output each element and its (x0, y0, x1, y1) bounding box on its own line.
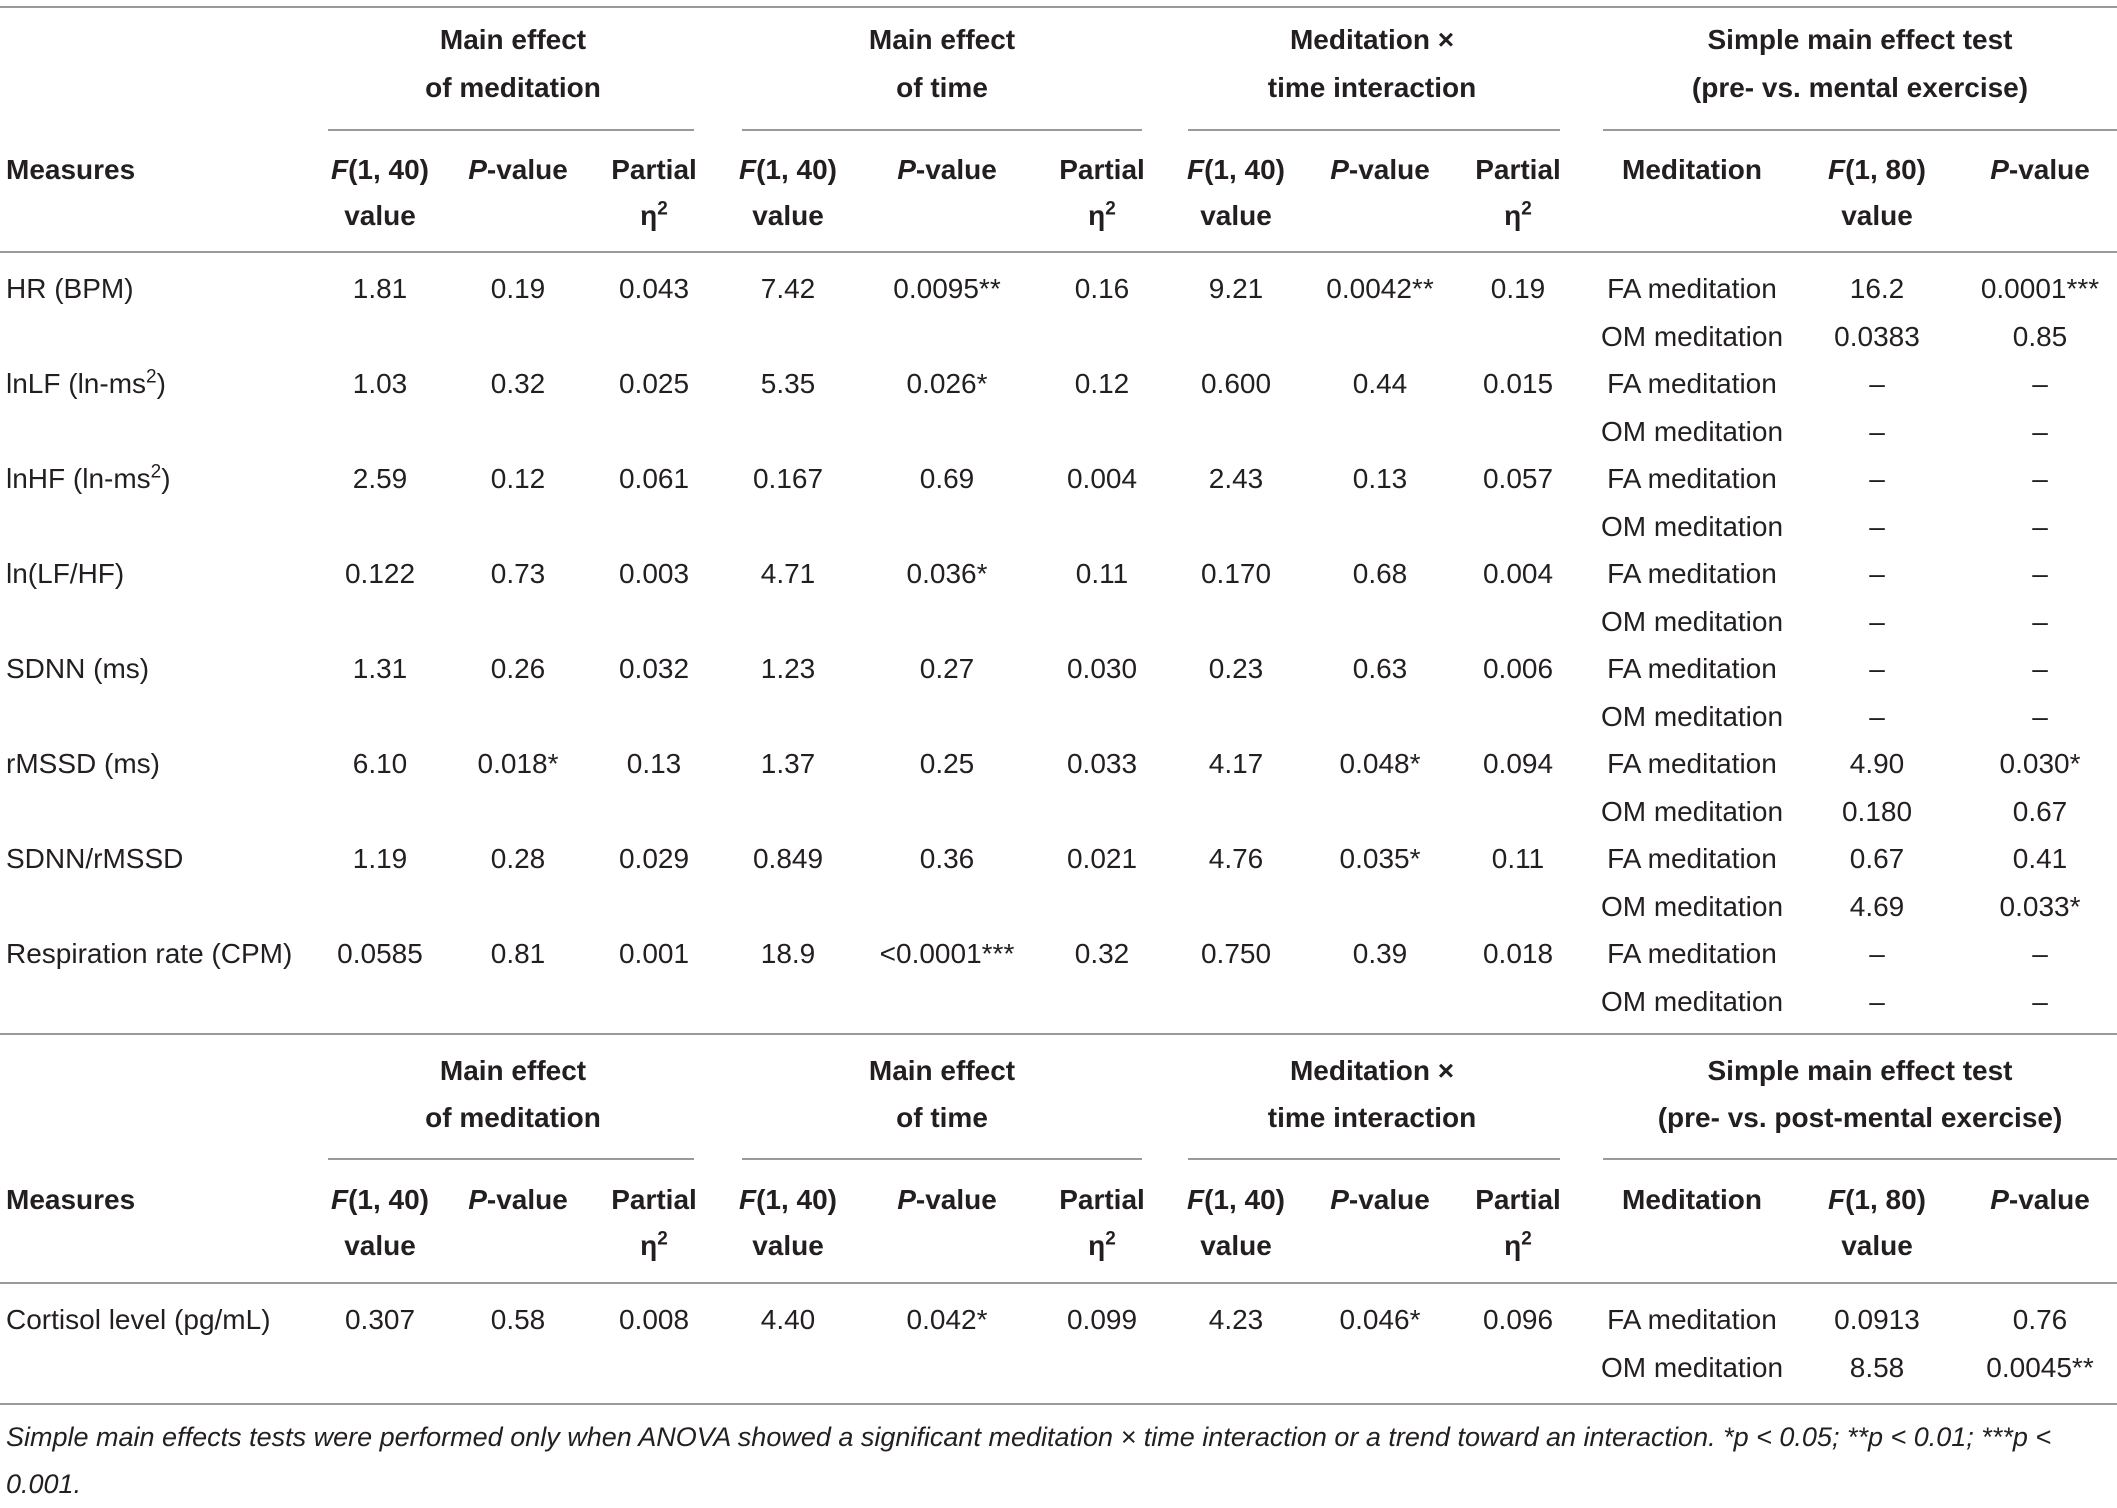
column-header-value: value (1200, 1230, 1272, 1261)
section-top-rule (0, 1033, 2117, 1035)
degrees-of-freedom: (1, 40) (756, 1184, 838, 1215)
stat-cell: 0.122 (344, 558, 416, 589)
stat-cell: 0.008 (618, 1304, 690, 1335)
stat-cell: 0.12 (490, 463, 546, 494)
simple-effect-cell: 0.67 (2012, 795, 2068, 827)
meditation-type-om: OM meditation (1600, 700, 1784, 732)
group-header-line1: Main effect (439, 1055, 587, 1086)
group-header-line1: Main effect (868, 24, 1016, 55)
stat-cell: 0.11 (1491, 843, 1545, 874)
f-symbol: F (1827, 154, 1846, 185)
simple-effect-cell: – (1869, 510, 1885, 542)
squared-superscript: 2 (1521, 198, 1532, 220)
column-header-p-value (1330, 153, 1430, 187)
meditation-type-fa: FA meditation (1607, 843, 1777, 874)
simple-effect-cell: 0.033* (1999, 890, 2081, 922)
column-header-p-value (1990, 153, 2090, 187)
group-header-line1: Meditation × (1289, 1055, 1455, 1086)
table-footnote: Simple main effects tests were performed only when ANOVA showed a significant meditation × time interaction or a trend toward an interaction. *p < 0.05; **p < 0.01; ***p < 0.001. (6, 1422, 2052, 1499)
eta-symbol: η (1504, 200, 1522, 231)
p-suffix: -value (2008, 154, 2090, 185)
stat-cell: 0.042* (906, 1304, 988, 1335)
group-header-line2: of time (896, 72, 988, 103)
group-header-line2: time interaction (1267, 72, 1477, 103)
simple-effect-cell: – (1869, 415, 1885, 447)
stat-cell: 0.170 (1200, 558, 1272, 589)
column-header-measures: Measures (6, 1184, 136, 1215)
group-header-line1: Simple main effect test (1707, 24, 2013, 55)
measure-label (6, 842, 183, 876)
column-header-value: value (1200, 200, 1272, 231)
stat-cell: 0.094 (1482, 748, 1554, 779)
group-header-line2: time interaction (1267, 1102, 1477, 1133)
measure-name: ln(LF/HF) (6, 558, 125, 589)
stat-cell: 0.23 (1208, 653, 1264, 684)
eta-symbol: η (640, 200, 658, 231)
stat-cell: 0.046* (1339, 1304, 1421, 1335)
simple-effect-cell: – (2032, 368, 2048, 399)
stat-cell: 0.25 (919, 748, 975, 779)
stat-cell: 0.061 (618, 463, 690, 494)
group-header-line1: Main effect (868, 1055, 1016, 1086)
column-header-partial: Partial (611, 1184, 697, 1215)
measure-name: SDNN (ms) (6, 653, 150, 684)
column-header-meditation: Meditation (1622, 154, 1762, 185)
stat-cell: 0.048* (1339, 748, 1421, 779)
simple-effect-cell: 4.69 (1849, 890, 1905, 922)
column-header-f80 (1828, 153, 1926, 187)
measure-label (6, 557, 124, 591)
meditation-type-om: OM meditation (1600, 605, 1784, 637)
simple-effect-cell: – (1869, 938, 1885, 969)
simple-effect-cell: 0.41 (2012, 843, 2068, 874)
stat-cell: 6.10 (352, 748, 408, 779)
column-header-value: value (752, 200, 824, 231)
simple-effect-cell: – (2032, 510, 2048, 542)
stat-cell: 0.096 (1482, 1304, 1554, 1335)
simple-effect-cell: – (2032, 985, 2048, 1017)
meditation-type-fa: FA meditation (1607, 653, 1777, 684)
stat-cell: 0.81 (490, 938, 546, 969)
column-header-f40 (739, 1183, 837, 1217)
measure-label (6, 747, 160, 781)
simple-effect-cell: – (2032, 938, 2048, 969)
group-underline (328, 1158, 694, 1160)
stat-cell: 1.37 (760, 748, 816, 779)
simple-effect-cell: – (1869, 368, 1885, 399)
simple-effect-cell: 0.76 (2012, 1304, 2068, 1335)
stat-cell: 0.026* (906, 368, 988, 399)
group-header-line2: of meditation (425, 1102, 601, 1133)
column-header-eta-squared (640, 1229, 668, 1263)
column-header-value: value (1841, 200, 1913, 231)
p-symbol: P (1330, 1184, 1349, 1215)
p-suffix: -value (915, 154, 997, 185)
stat-cell: 0.600 (1200, 368, 1272, 399)
stat-cell: 0.029 (618, 843, 690, 874)
stat-cell: 0.68 (1352, 558, 1408, 589)
header-rule (0, 251, 2117, 253)
section-bottom-rule (0, 1403, 2117, 1405)
group-underline (1188, 129, 1560, 131)
column-header-f40 (331, 1183, 429, 1217)
squared-superscript: 2 (1105, 198, 1116, 220)
column-header-partial: Partial (1059, 1184, 1145, 1215)
simple-effect-cell: 0.0045** (1986, 1351, 2094, 1383)
column-header-value: value (1841, 1230, 1913, 1261)
eta-symbol: η (640, 1230, 658, 1261)
meditation-type-om: OM meditation (1600, 320, 1784, 352)
group-underline (1188, 1158, 1560, 1160)
meditation-type-om: OM meditation (1600, 1351, 1784, 1383)
p-suffix: -value (1348, 154, 1430, 185)
stat-cell: 0.13 (626, 748, 682, 779)
simple-effect-cell: 8.58 (1849, 1351, 1905, 1383)
p-symbol: P (1990, 154, 2009, 185)
simple-effect-cell: – (2032, 415, 2048, 447)
section-top-rule (0, 6, 2117, 8)
column-header-eta-squared (1088, 1229, 1116, 1263)
column-header-value: value (752, 1230, 824, 1261)
column-header-value: value (344, 200, 416, 231)
stat-cell: 0.12 (1074, 368, 1130, 399)
stat-cell: 0.004 (1066, 463, 1138, 494)
f-symbol: F (330, 1184, 349, 1215)
column-header-p-value (897, 153, 997, 187)
p-symbol: P (1330, 154, 1349, 185)
p-suffix: -value (1348, 1184, 1430, 1215)
column-header-p-value (897, 1183, 997, 1217)
column-header-eta-squared (1504, 199, 1532, 233)
stat-cell: 2.59 (352, 463, 408, 494)
stat-cell: 0.0042** (1326, 273, 1434, 304)
column-header-partial: Partial (1475, 154, 1561, 185)
simple-effect-cell: – (1869, 605, 1885, 637)
stat-cell: 0.63 (1352, 653, 1408, 684)
simple-effect-cell: 0.030* (1999, 748, 2081, 779)
simple-effect-cell: – (1869, 985, 1885, 1017)
stat-cell: 0.167 (752, 463, 824, 494)
simple-effect-cell: 0.180 (1841, 795, 1913, 827)
stat-cell: 0.39 (1352, 938, 1408, 969)
stat-cell: 0.849 (752, 843, 824, 874)
stat-cell: 0.0095** (893, 273, 1001, 304)
squared-superscript: 2 (657, 1228, 668, 1250)
group-header-line2: of time (896, 1102, 988, 1133)
stat-cell: 1.03 (352, 368, 408, 399)
measure-label (6, 937, 292, 971)
squared-superscript: 2 (1105, 1228, 1116, 1250)
unit-superscript: 2 (150, 461, 162, 483)
column-header-f40 (1187, 153, 1285, 187)
stat-cell: 0.099 (1066, 1304, 1138, 1335)
column-header-p-value (468, 1183, 568, 1217)
squared-superscript: 2 (657, 198, 668, 220)
simple-effect-cell: – (2032, 605, 2048, 637)
stat-cell: 5.35 (760, 368, 816, 399)
degrees-of-freedom: (1, 80) (1845, 1184, 1927, 1215)
measure-label (6, 652, 149, 686)
simple-effect-cell: 4.90 (1849, 748, 1905, 779)
stat-cell: 0.015 (1482, 368, 1554, 399)
stat-cell: 0.58 (490, 1304, 546, 1335)
stat-cell: 1.23 (760, 653, 816, 684)
f-symbol: F (1186, 1184, 1205, 1215)
eta-symbol: η (1088, 1230, 1106, 1261)
stat-cell: 4.17 (1208, 748, 1264, 779)
f-symbol: F (738, 1184, 757, 1215)
column-header-eta-squared (1088, 199, 1116, 233)
stat-cell: 2.43 (1208, 463, 1264, 494)
f-symbol: F (738, 154, 757, 185)
stat-cell: 0.033 (1066, 748, 1138, 779)
group-header-line1: Simple main effect test (1707, 1055, 2013, 1086)
stat-cell: 4.71 (760, 558, 816, 589)
p-symbol: P (468, 154, 487, 185)
stat-cell: 0.44 (1352, 368, 1408, 399)
stat-cell: 0.11 (1075, 558, 1129, 589)
stat-cell: 0.32 (1074, 938, 1130, 969)
group-header-line2: of meditation (425, 72, 601, 103)
simple-effect-cell: 0.67 (1849, 843, 1905, 874)
measure-label (6, 462, 171, 496)
measure-tail: ) (156, 368, 166, 399)
simple-effect-cell: – (1869, 653, 1885, 684)
p-symbol: P (1990, 1184, 2009, 1215)
stat-cell: 0.36 (919, 843, 975, 874)
stat-cell: 0.13 (1352, 463, 1408, 494)
group-underline (742, 1158, 1142, 1160)
simple-effect-cell: – (2032, 653, 2048, 684)
meditation-type-fa: FA meditation (1607, 273, 1777, 304)
stat-cell: 0.030 (1066, 653, 1138, 684)
meditation-type-om: OM meditation (1600, 415, 1784, 447)
simple-effect-cell: 16.2 (1849, 273, 1905, 304)
stat-cell: 0.036* (906, 558, 988, 589)
simple-effect-cell: – (1869, 558, 1885, 589)
measure-label (6, 272, 134, 306)
stat-cell: 1.81 (352, 273, 408, 304)
squared-superscript: 2 (1521, 1228, 1532, 1250)
measure-name: lnHF (ln-ms (6, 463, 151, 494)
column-header-p-value (1990, 1183, 2090, 1217)
group-header-line2: (pre- vs. mental exercise) (1691, 72, 2029, 103)
stat-cell: 0.0585 (337, 938, 423, 969)
group-header-line1: Main effect (439, 24, 587, 55)
stat-cell: 0.003 (618, 558, 690, 589)
group-header-line2: (pre- vs. post-mental exercise) (1657, 1102, 2063, 1133)
stat-cell: 0.307 (344, 1304, 416, 1335)
stat-cell: 0.19 (1490, 273, 1546, 304)
column-header-eta-squared (1504, 1229, 1532, 1263)
stat-cell: 0.16 (1074, 273, 1130, 304)
measure-name: SDNN/rMSSD (6, 843, 184, 874)
stat-cell: 0.32 (490, 368, 546, 399)
stat-cell: 0.26 (490, 653, 546, 684)
measure-name: HR (BPM) (6, 273, 134, 304)
stat-cell: 0.035* (1339, 843, 1421, 874)
column-header-partial: Partial (611, 154, 697, 185)
simple-effect-cell: 0.85 (2012, 320, 2068, 352)
stat-cell: 0.021 (1066, 843, 1138, 874)
simple-effect-cell: – (2032, 463, 2048, 494)
stat-cell: 0.28 (490, 843, 546, 874)
column-header-f40 (739, 153, 837, 187)
degrees-of-freedom: (1, 40) (1204, 1184, 1286, 1215)
group-underline (328, 129, 694, 131)
stat-cell: 7.42 (760, 273, 816, 304)
meditation-type-om: OM meditation (1600, 985, 1784, 1017)
column-header-partial: Partial (1059, 154, 1145, 185)
meditation-type-fa: FA meditation (1607, 463, 1777, 494)
measure-name: rMSSD (ms) (6, 748, 160, 779)
p-symbol: P (897, 1184, 916, 1215)
measure-label (6, 1303, 271, 1337)
column-header-f80 (1828, 1183, 1926, 1217)
p-suffix: -value (486, 154, 568, 185)
measure-tail: ) (161, 463, 171, 494)
meditation-type-om: OM meditation (1600, 510, 1784, 542)
simple-effect-cell: – (1869, 700, 1885, 732)
column-header-meditation: Meditation (1622, 1184, 1762, 1215)
column-header-partial: Partial (1475, 1184, 1561, 1215)
f-symbol: F (1186, 154, 1205, 185)
f-symbol: F (330, 154, 349, 185)
group-underline (1603, 1158, 2117, 1160)
stat-cell: 0.001 (618, 938, 690, 969)
stat-cell: 4.76 (1208, 843, 1264, 874)
stat-cell: 0.025 (618, 368, 690, 399)
p-suffix: -value (2008, 1184, 2090, 1215)
column-header-f40 (331, 153, 429, 187)
stat-cell: 0.27 (919, 653, 975, 684)
meditation-type-fa: FA meditation (1607, 558, 1777, 589)
column-header-f40 (1187, 1183, 1285, 1217)
simple-effect-cell: 0.0001*** (1980, 273, 2100, 304)
stat-cell: 4.23 (1208, 1304, 1264, 1335)
meditation-type-om: OM meditation (1600, 795, 1784, 827)
stat-cell: 0.004 (1482, 558, 1554, 589)
meditation-type-fa: FA meditation (1607, 938, 1777, 969)
unit-superscript: 2 (146, 366, 157, 388)
stat-cell: 0.73 (490, 558, 546, 589)
eta-symbol: η (1088, 200, 1106, 231)
p-suffix: -value (486, 1184, 568, 1215)
stat-cell: 0.043 (618, 273, 690, 304)
meditation-type-fa: FA meditation (1607, 748, 1777, 779)
column-header-measures: Measures (6, 154, 136, 185)
stat-cell: 0.19 (490, 273, 546, 304)
measure-name: Respiration rate (CPM) (6, 938, 293, 969)
measure-name: lnLF (ln-ms (6, 368, 147, 399)
simple-effect-cell: – (2032, 558, 2048, 589)
group-header-line1: Meditation × (1289, 24, 1455, 55)
simple-effect-cell: – (2032, 700, 2048, 732)
column-header-value: value (344, 1230, 416, 1261)
stat-cell: 0.006 (1482, 653, 1554, 684)
stat-cell: 0.750 (1200, 938, 1272, 969)
stat-cell: 18.9 (760, 938, 816, 969)
stat-cell: 1.19 (352, 843, 408, 874)
degrees-of-freedom: (1, 80) (1845, 154, 1927, 185)
column-header-eta-squared (640, 199, 668, 233)
degrees-of-freedom: (1, 40) (1204, 154, 1286, 185)
p-suffix: -value (915, 1184, 997, 1215)
stat-cell: 9.21 (1208, 273, 1264, 304)
group-underline (742, 129, 1142, 131)
stat-cell: 0.032 (618, 653, 690, 684)
p-symbol: P (897, 154, 916, 185)
stat-cell: <0.0001*** (879, 938, 1015, 969)
column-header-p-value (468, 153, 568, 187)
stat-cell: 0.69 (919, 463, 975, 494)
column-header-p-value (1330, 1183, 1430, 1217)
simple-effect-cell: – (1869, 463, 1885, 494)
meditation-type-om: OM meditation (1600, 890, 1784, 922)
simple-effect-cell: 0.0383 (1834, 320, 1920, 352)
meditation-type-fa: FA meditation (1607, 1304, 1777, 1335)
stat-cell: 4.40 (760, 1304, 816, 1335)
degrees-of-freedom: (1, 40) (348, 154, 430, 185)
degrees-of-freedom: (1, 40) (756, 154, 838, 185)
stat-cell: 0.057 (1482, 463, 1554, 494)
header-rule (0, 1282, 2117, 1284)
measure-label (6, 367, 166, 401)
stat-cell: 0.018* (477, 748, 559, 779)
stat-cell: 0.018 (1482, 938, 1554, 969)
stat-cell: 1.31 (352, 653, 408, 684)
measure-name: Cortisol level (pg/mL) (6, 1304, 271, 1335)
simple-effect-cell: 0.0913 (1834, 1304, 1920, 1335)
eta-symbol: η (1504, 1230, 1522, 1261)
f-symbol: F (1827, 1184, 1846, 1215)
meditation-type-fa: FA meditation (1607, 368, 1777, 399)
group-underline (1603, 129, 2117, 131)
degrees-of-freedom: (1, 40) (348, 1184, 430, 1215)
p-symbol: P (468, 1184, 487, 1215)
